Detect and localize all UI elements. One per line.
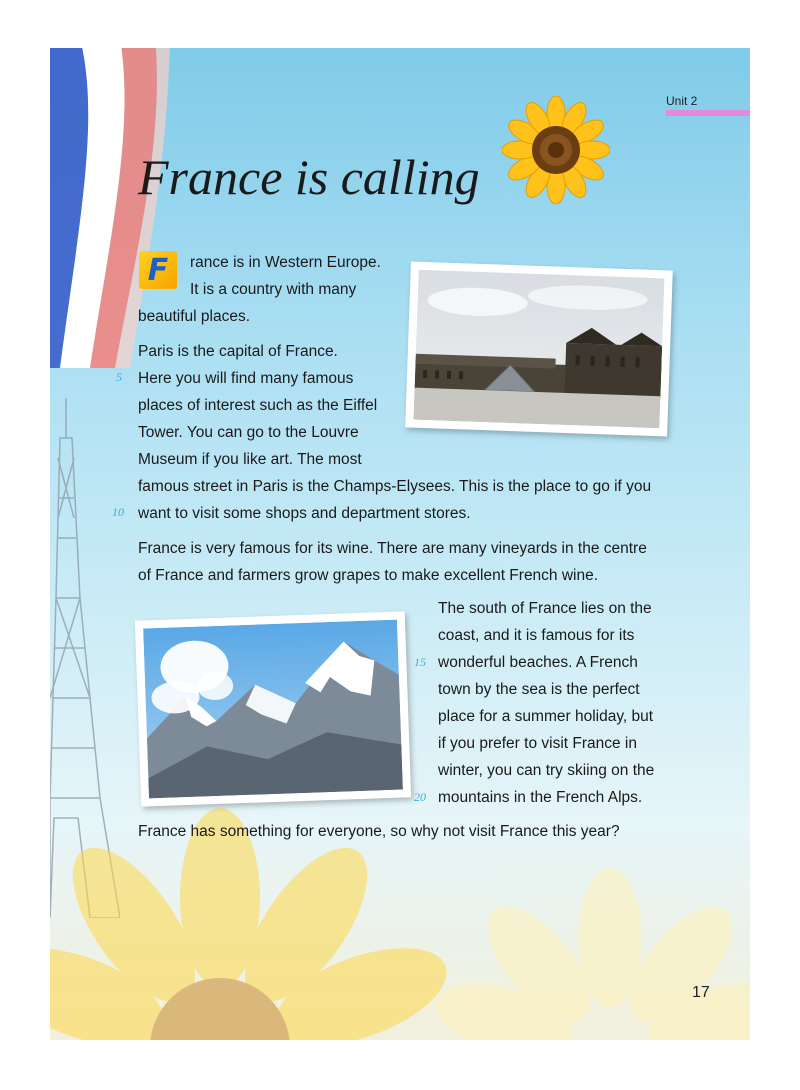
paragraph1-line2: It is a country with many bbox=[190, 281, 357, 298]
unit-label: Unit 2 bbox=[666, 94, 698, 108]
paragraph2-line: Museum if you like art. The most bbox=[138, 451, 362, 468]
paragraph4-line: winter, you can try skiing on the bbox=[438, 762, 655, 779]
textbook-page bbox=[50, 48, 750, 1040]
paragraph2-line: Tower. You can go to the Louvre bbox=[138, 424, 359, 441]
line-number: 10 bbox=[112, 505, 124, 519]
louvre-photo bbox=[405, 261, 673, 436]
line-number: 20 bbox=[414, 790, 426, 804]
closing-paragraph: France has something for everyone, so why not visit France this year? bbox=[138, 823, 620, 840]
paragraph4-line: if you prefer to visit France in bbox=[438, 735, 637, 752]
paragraph3-line: of France and farmers grow grapes to make excellent French wine. bbox=[138, 567, 599, 584]
sunflower-icon bbox=[502, 96, 610, 204]
paragraph2-line: Paris is the capital of France. bbox=[138, 343, 338, 360]
page-title: France is calling bbox=[138, 149, 480, 205]
louvre-image bbox=[413, 270, 664, 428]
alps-photo bbox=[135, 611, 411, 806]
unit-accent-bar bbox=[666, 110, 750, 116]
alps-image bbox=[143, 620, 403, 799]
paragraph2-line: places of interest such as the Eiffel bbox=[138, 397, 378, 414]
paragraph2-line: want to visit some shops and department stores. bbox=[138, 505, 471, 522]
paragraph4-line: wonderful beaches. A French bbox=[438, 654, 638, 671]
paragraph3-line: France is very famous for its wine. There are many vineyards in the centre bbox=[138, 540, 647, 557]
paragraph4-line: coast, and it is famous for its bbox=[438, 627, 635, 644]
paragraph2-line: Here you will find many famous bbox=[138, 370, 354, 387]
line-number: 15 bbox=[414, 655, 426, 669]
line-number: 5 bbox=[116, 370, 122, 384]
page-number: 17 bbox=[692, 984, 710, 1001]
paragraph1-line1: rance is in Western Europe. bbox=[190, 254, 381, 271]
paragraph4-line: mountains in the French Alps. bbox=[438, 789, 643, 806]
paragraph1-line3: beautiful places. bbox=[138, 308, 251, 325]
drop-cap-letter: F bbox=[139, 251, 177, 289]
paragraph4-line: The south of France lies on the bbox=[438, 600, 652, 617]
paragraph2-line: famous street in Paris is the Champs-Elysees. This is the place to go if you bbox=[138, 478, 652, 495]
paragraph4-line: place for a summer holiday, but bbox=[438, 708, 654, 725]
paragraph4-line: town by the sea is the perfect bbox=[438, 681, 640, 698]
